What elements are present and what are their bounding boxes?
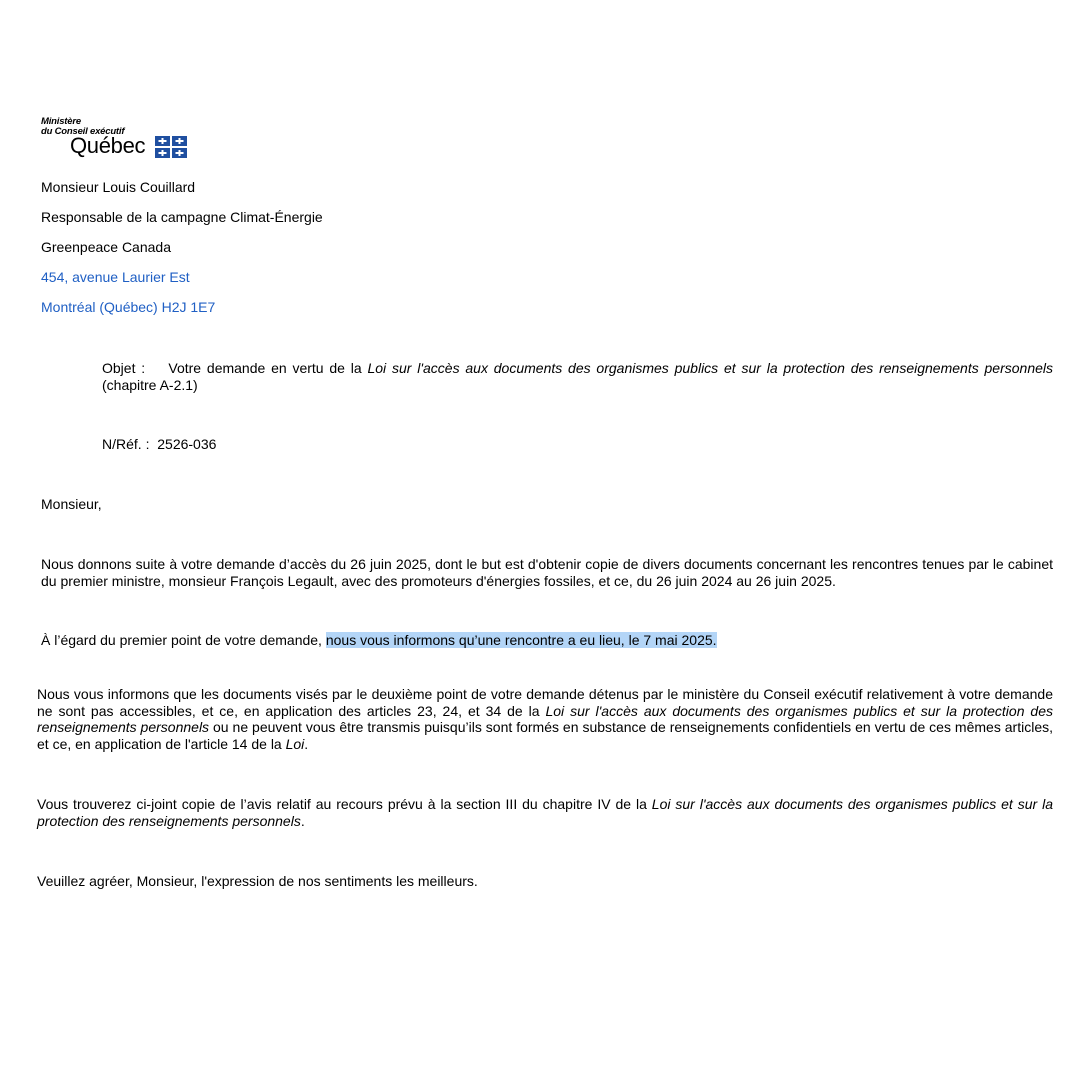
recipient-city: Montréal (Québec) H2J 1E7 (41, 299, 216, 315)
paragraph-4 (37, 796, 1053, 829)
object-text: Votre demande en vertu de la (168, 360, 368, 376)
object-label: Objet : (102, 360, 146, 376)
recipient-organization: Greenpeace Canada (41, 239, 171, 255)
object-chapter: (chapitre A-2.1) (102, 376, 198, 393)
closing-line: Veuillez agréer, Monsieur, l'expression de nos sentiments les meilleurs. (37, 873, 478, 889)
highlighted-selection[interactable]: nous vous informons qu’une rencontre a eu lieu, le 7 mai 2025. (325, 632, 717, 648)
paragraph-3-text-a: Nous vous informons que les documents visés par le deuxième point de votre demande détenus par le ministère du Conseil exécutif relativement à votre demande ne sont pas accessibles, et ce, en application des articles 23, 24, et 34 de la (37, 686, 1053, 719)
paragraph-4-end: . (300, 812, 305, 829)
recipient-title: Responsable de la campagne Climat-Énergie (41, 209, 323, 225)
recipient-name: Monsieur Louis Couillard (41, 179, 196, 195)
paragraph-2 (41, 632, 1053, 649)
logo-wordmark: Québec (70, 133, 146, 158)
paragraph-3-loi: Loi (285, 735, 305, 752)
paragraph-3-end: . (304, 735, 309, 752)
salutation: Monsieur, (41, 496, 102, 512)
reference-number: 2526-036 (157, 436, 217, 452)
paragraph-4-law-title: Loi sur l'accès aux documents des organismes publics et sur la protection des renseignements personnels (37, 796, 1053, 829)
logo-line-2: du Conseil exécutif (41, 126, 125, 137)
paragraph-3-law-title: Loi sur l'accès aux documents des organismes publics et sur la protection des renseignements personnels (37, 702, 1054, 735)
recipient-street: 454, avenue Laurier Est (41, 269, 190, 285)
paragraph-3-text-b: ou ne peuvent vous être transmis puisqu’ils sont formés en substance de renseignements confidentiels en vertu de ces mêmes articles, et ce, en application de l'article 14 de la (37, 719, 1053, 752)
paragraph-1: Nous donnons suite à votre demande d’accès du 26 juin 2025, dont le but est d'obtenir copie de divers documents concernant les rencontres tenues par le cabinet du premier ministre, monsieur François Legault, avec des promoteurs d'énergies fossiles, et ce, du 26 juin 2024 au 26 juin 2025. (41, 556, 1053, 589)
paragraph-3 (37, 686, 1053, 752)
paragraph-2-text: À l’égard du premier point de votre demande, (41, 632, 326, 648)
quebec-flag-icon (155, 136, 187, 158)
ministry-logo (41, 117, 191, 163)
reference-line (102, 436, 216, 452)
reference-label: N/Réf. : (102, 436, 150, 452)
logo-line-1: Ministère (41, 116, 81, 127)
object-line (102, 360, 1053, 393)
paragraph-4-text: Vous trouverez ci-joint copie de l’avis relatif au recours prévu à la section III du chapitre IV de la (37, 796, 652, 812)
object-law-title: Loi sur l'accès aux documents des organismes publics et sur la protection des renseignements personnels (367, 360, 1054, 376)
